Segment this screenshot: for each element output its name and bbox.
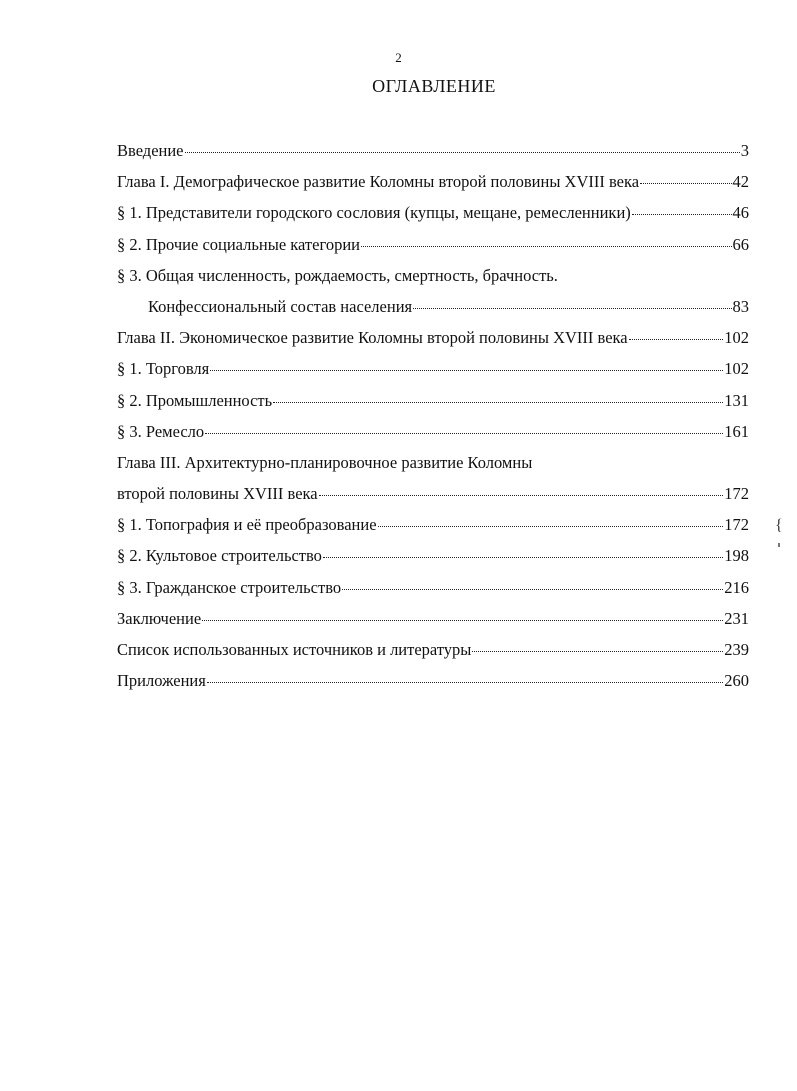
dot-leader (629, 339, 724, 340)
toc-entry-page: 131 (724, 390, 749, 410)
toc-entry-page: 102 (724, 359, 749, 379)
toc-entry (117, 234, 749, 265)
toc-entry-label: Список использованных источников и литературы (117, 640, 472, 659)
dot-leader (342, 589, 723, 590)
toc-entry-page: 216 (724, 577, 749, 597)
toc-entry (117, 514, 749, 545)
dot-leader (413, 308, 731, 309)
toc-entry (117, 390, 749, 421)
toc-entry-label: § 2. Промышленность (117, 390, 273, 410)
toc-entry-label: § 1. Торговля (117, 359, 210, 379)
table-of-contents (117, 140, 749, 701)
toc-entry-page: 3 (740, 141, 749, 160)
dot-leader (273, 402, 723, 403)
toc-entry-label: Заключение (117, 608, 202, 628)
toc-entry-page: 260 (724, 671, 749, 691)
toc-entry-label: Глава III. Архитектурно-планировочное развитие Коломны (117, 452, 533, 472)
toc-entry-page: 198 (724, 546, 749, 566)
toc-entry-label: § 1. Топография и её преобразование (117, 515, 377, 535)
dot-leader (207, 682, 723, 683)
toc-entry (117, 452, 749, 483)
toc-entry (117, 545, 749, 576)
toc-entry-page: 172 (724, 515, 749, 535)
dot-leader (319, 495, 724, 496)
toc-entry (117, 327, 749, 358)
dot-leader (205, 433, 723, 434)
dot-leader (640, 183, 731, 184)
dot-leader (361, 246, 732, 247)
dot-leader (210, 370, 723, 371)
toc-entry-page: 42 (732, 172, 749, 192)
toc-entry-label: § 3. Ремесло (117, 421, 205, 441)
dot-leader (323, 557, 723, 558)
toc-title: ОГЛАВЛЕНИЕ (372, 76, 496, 96)
toc-entry-label: Глава I. Демографическое развитие Коломны второй половины XVIII века (117, 172, 640, 192)
toc-entry-continuation (117, 296, 749, 327)
toc-entry-page: 161 (724, 421, 749, 441)
toc-entry-label: Приложения (117, 671, 206, 691)
toc-entry (117, 421, 749, 452)
margin-scan-artifact (778, 543, 780, 547)
toc-entry-label: § 2. Прочие социальные категории (117, 234, 360, 254)
page-number: 2 (395, 50, 402, 65)
toc-entry-label: Конфессиональный состав населения (148, 296, 413, 316)
dot-leader (185, 152, 740, 153)
toc-entry-label: § 1. Представители городского сословия (купцы, мещане, ремесленники) (117, 203, 631, 223)
toc-entry-page: 239 (724, 640, 749, 659)
toc-entry-page: 66 (732, 234, 749, 254)
toc-entry-page: 46 (732, 203, 749, 223)
toc-entry-continuation (117, 483, 749, 514)
toc-entry (117, 358, 749, 389)
dot-leader (472, 651, 723, 652)
toc-entry-page: 102 (724, 328, 749, 348)
toc-entry-label: § 3. Общая численность, рождаемость, смертность, брачность. (117, 265, 558, 285)
toc-entry-label: Глава II. Экономическое развитие Коломны второй половины XVIII века (117, 328, 628, 348)
toc-entry (117, 171, 749, 202)
toc-entry (117, 577, 749, 608)
toc-entry-page: 83 (732, 296, 749, 316)
toc-entry-label: второй половины XVIII века (117, 484, 318, 504)
toc-entry (117, 140, 749, 171)
margin-bracket-mark: { (775, 517, 783, 534)
toc-entry-label: § 2. Культовое строительство (117, 546, 322, 566)
toc-entry-label: § 3. Гражданское строительство (117, 577, 342, 597)
toc-entry-page: 172 (724, 484, 749, 504)
dot-leader (378, 526, 724, 527)
toc-entry (117, 670, 749, 701)
toc-entry (117, 265, 749, 296)
dot-leader (202, 620, 723, 621)
toc-entry (117, 608, 749, 639)
toc-entry (117, 639, 749, 670)
dot-leader (632, 214, 732, 215)
toc-entry (117, 202, 749, 233)
toc-entry-page: 231 (724, 608, 749, 628)
toc-entry-label: Введение (117, 141, 184, 160)
